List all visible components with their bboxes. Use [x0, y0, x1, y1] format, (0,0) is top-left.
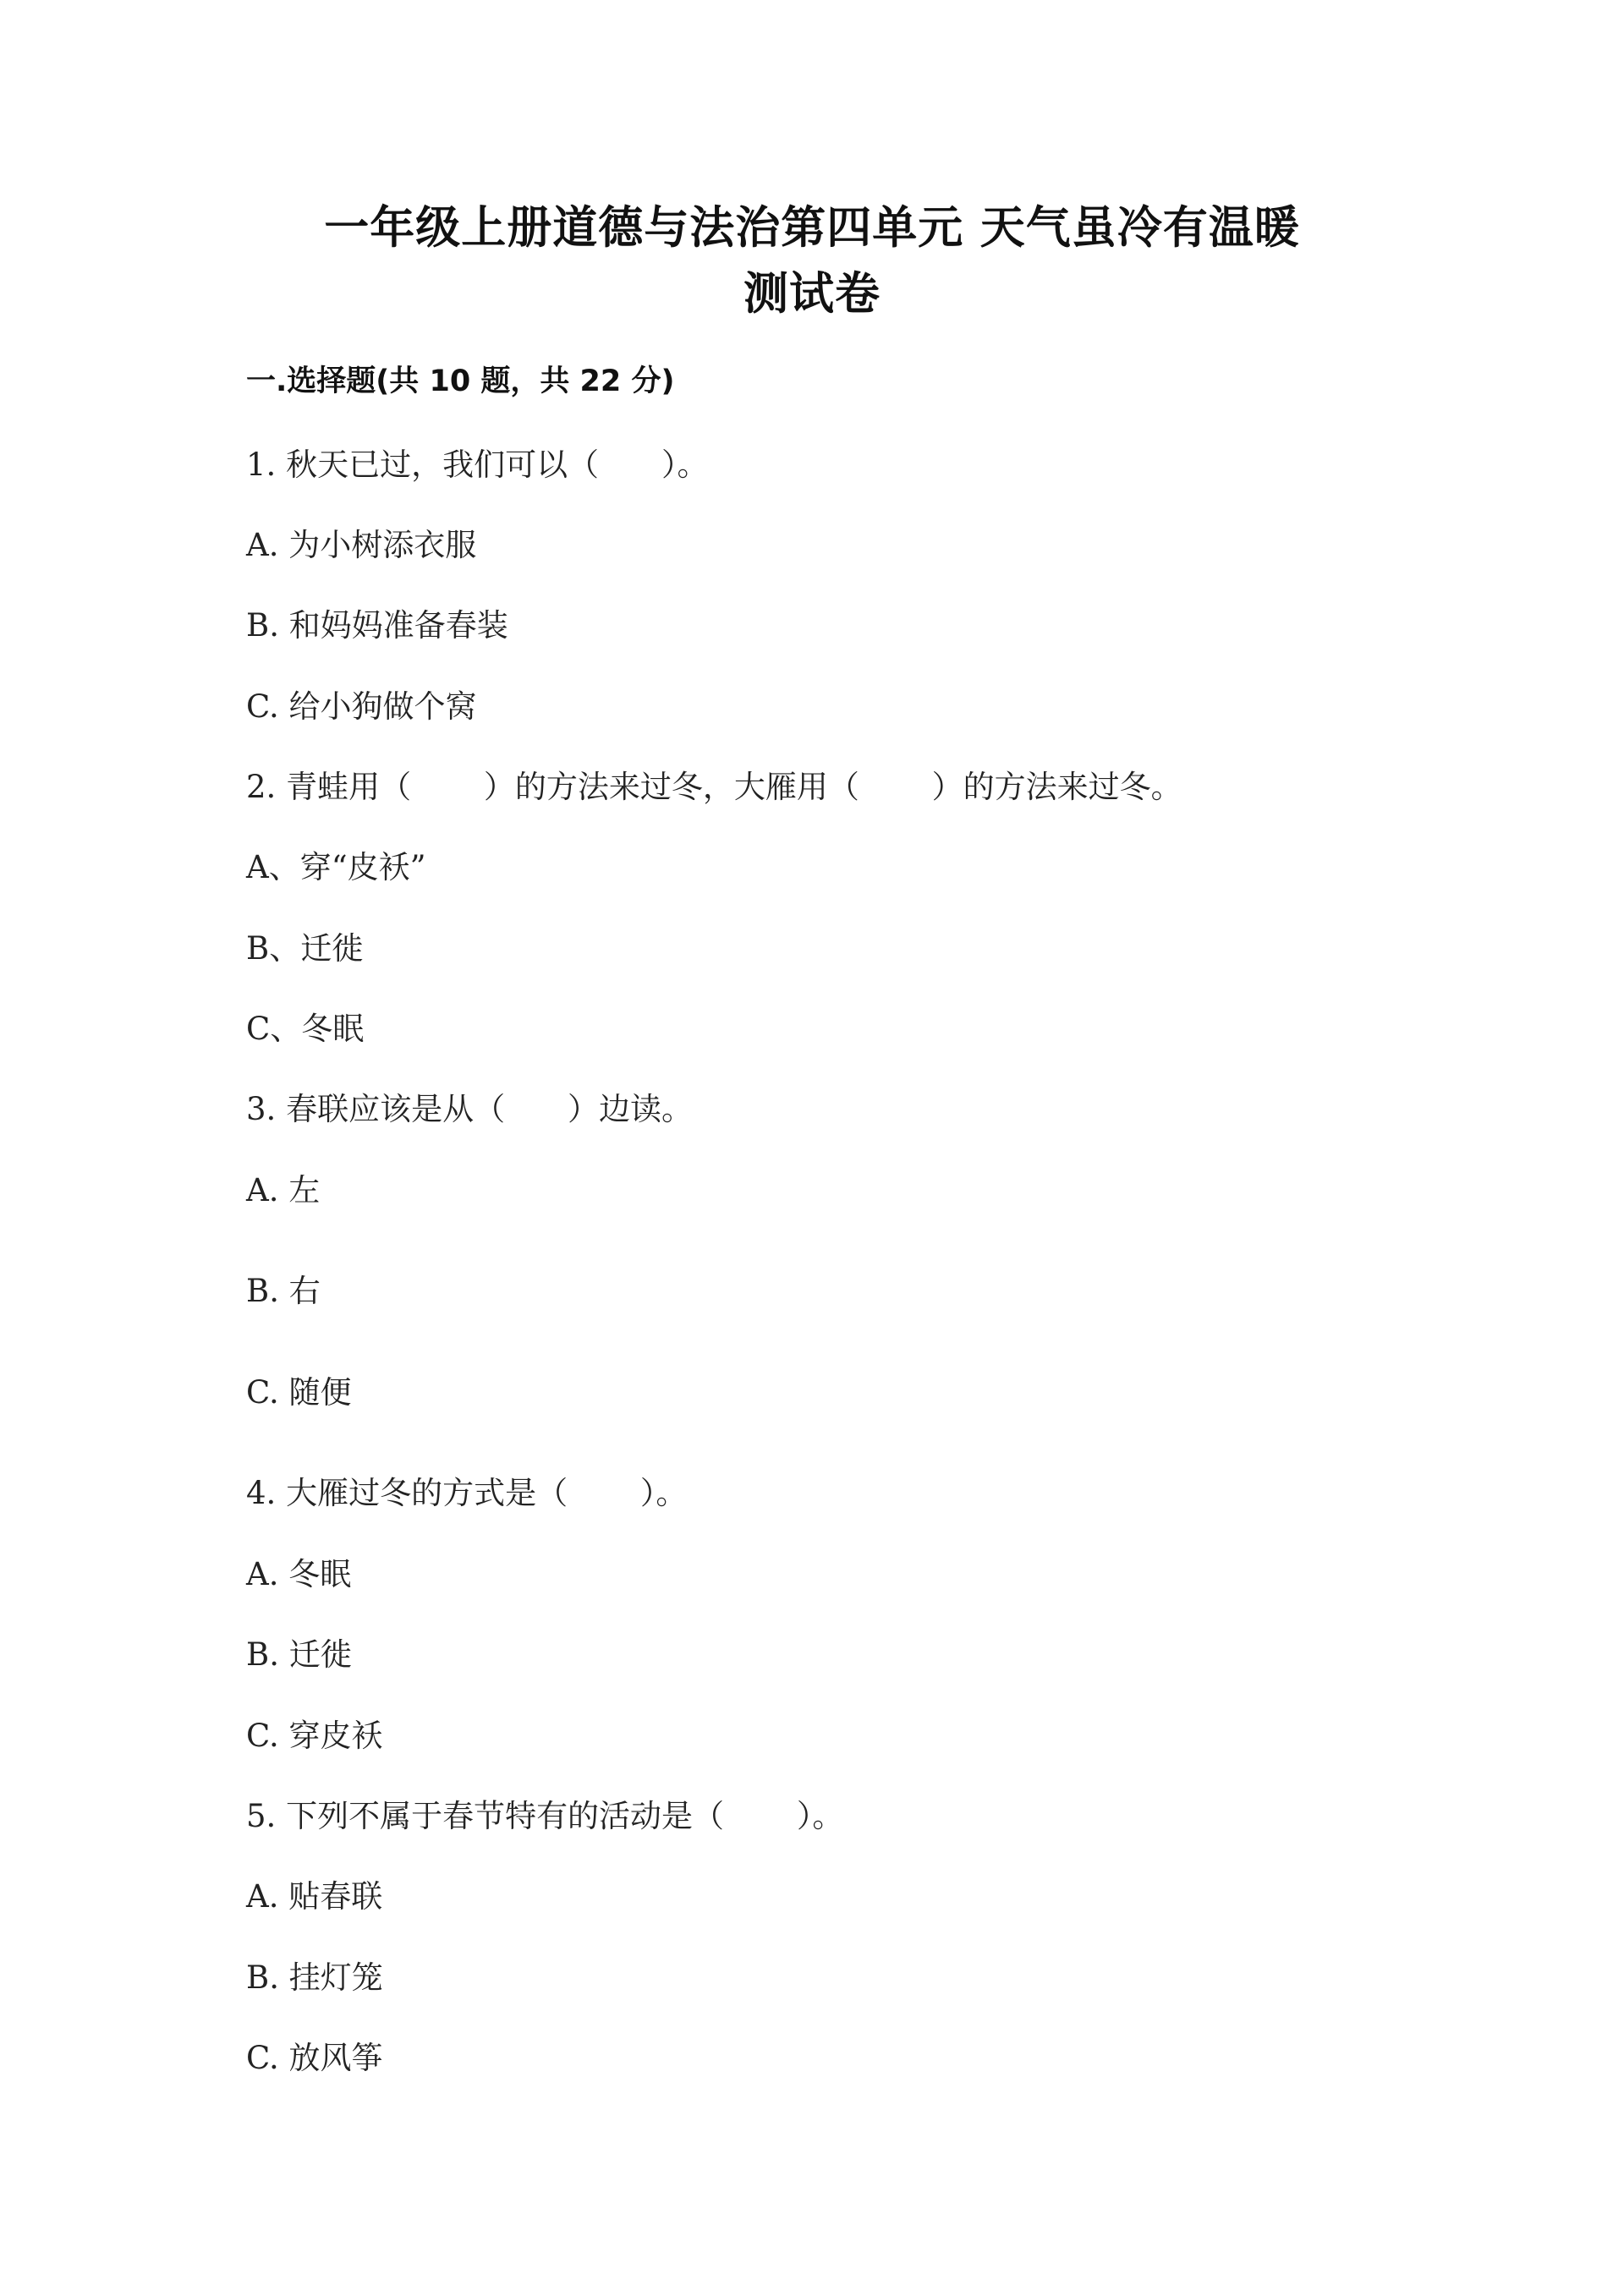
question-4-option-c: C. 穿皮袄 — [246, 1718, 383, 1754]
question-1-option-c: C. 给小狗做个窝 — [246, 688, 477, 725]
question-3-option-c: C. 随便 — [246, 1374, 352, 1411]
question-2-option-a: A、穿“皮袄” — [246, 849, 426, 885]
exam-title-line-2: 测试卷 — [743, 268, 881, 320]
question-5-stem: 5. 下列不属于春节特有的活动是（ ）。 — [246, 1798, 844, 1834]
question-5-option-c: C. 放风筝 — [246, 2040, 383, 2076]
question-3-option-b: B. 右 — [246, 1273, 321, 1309]
question-1-stem: 1. 秋天已过，我们可以（ ）。 — [246, 447, 709, 483]
section-heading: 一.选择题(共 10 题，共 22 分) — [246, 364, 675, 398]
question-1-option-b: B. 和妈妈准备春装 — [246, 607, 508, 644]
question-3-option-a: A. 左 — [246, 1172, 321, 1208]
question-4-option-b: B. 迁徙 — [246, 1636, 352, 1673]
question-3-stem: 3. 春联应该是从（ ）边读。 — [246, 1091, 694, 1127]
question-2-stem: 2. 青蛙用（ ）的方法来过冬，大雁用（ ）的方法来过冬。 — [246, 769, 1182, 805]
question-5-option-b: B. 挂灯笼 — [246, 1959, 383, 1996]
question-1-option-a: A. 为小树添衣服 — [246, 527, 477, 563]
question-2-option-b: B、迁徙 — [246, 930, 364, 967]
question-2-option-c: C、冬眠 — [246, 1011, 365, 1047]
question-4-stem: 4. 大雁过冬的方式是（ ）。 — [246, 1475, 688, 1511]
question-5-option-a: A. 贴春联 — [246, 1878, 383, 1915]
exam-title-line-1: 一年级上册道德与法治第四单元 天气虽冷有温暖 — [324, 202, 1300, 254]
question-4-option-a: A. 冬眠 — [246, 1556, 352, 1592]
